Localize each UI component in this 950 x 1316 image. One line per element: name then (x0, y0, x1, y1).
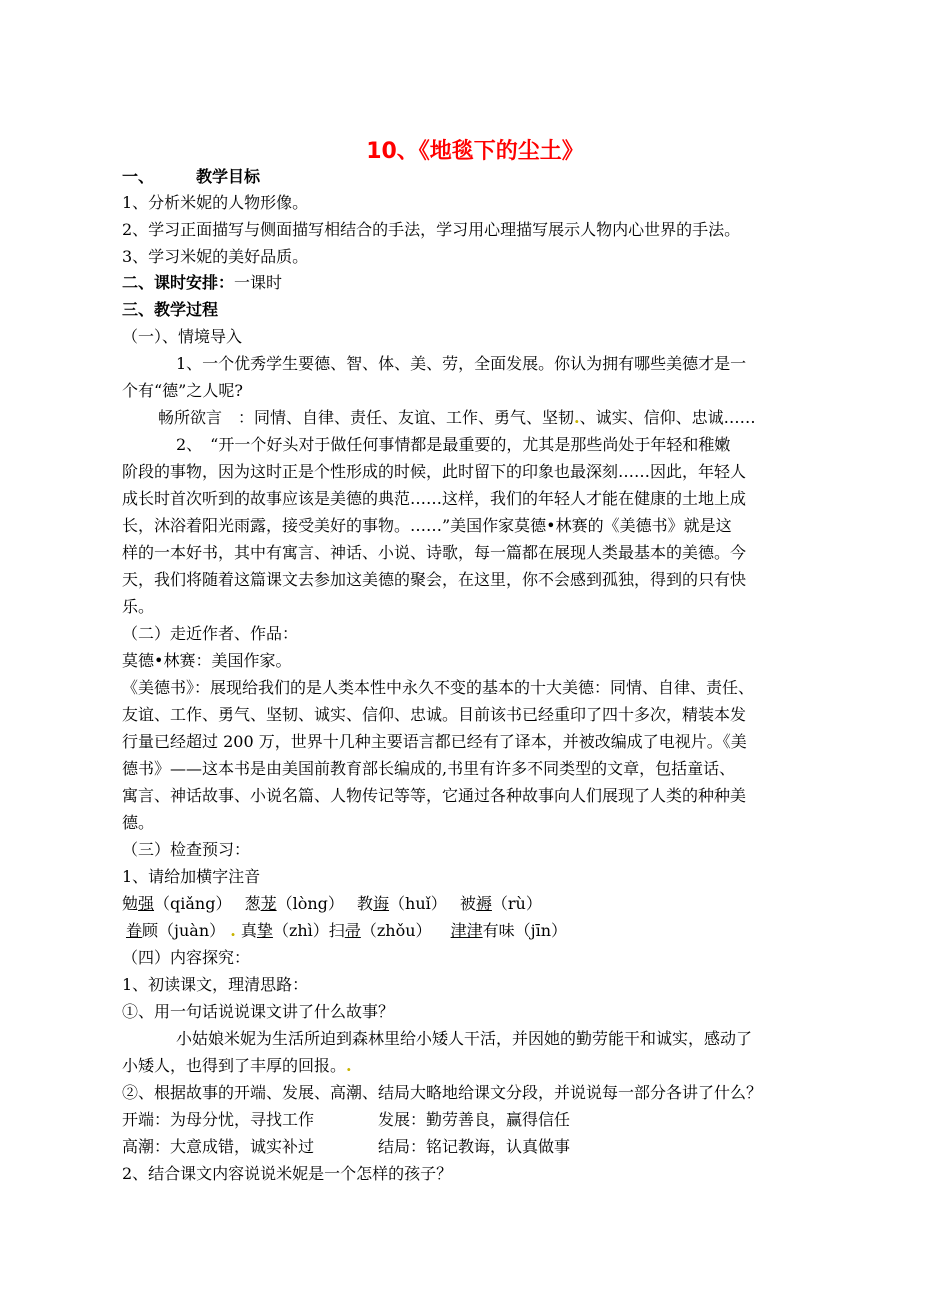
segment-text: 开端：为母分忧，寻找工作 (122, 1110, 315, 1129)
word: 勉 (122, 894, 139, 913)
paragraph-line: 阶段的事物，因为这时正是个性形成的时候，此时留下的印象也最深刻……因此，年轻人 (122, 462, 747, 481)
section-title: 二、课时安排： (122, 273, 235, 292)
paragraph-line: 行量已经超过 200 万，世界十几种主要语言都已经有了译本，并被改编成了电视片。《美 (122, 732, 747, 751)
objective-item: 3、学习米妮的美好品质。 (122, 247, 309, 266)
segment-text: 发展：勤劳善良，赢得信任 (378, 1110, 571, 1129)
paragraph-line: 成长时首次听到的故事应该是美德的典范……这样，我们的年轻人才能在健康的土地上成 (122, 489, 747, 508)
pinyin: 有味（jīn） (482, 921, 568, 940)
underlined-char: 强 (138, 894, 155, 913)
answer-line: 小姑娘米妮为生活所迫到森林里给小矮人干活，并因她的勤劳能干和诚实，感动了 (176, 1029, 753, 1048)
paragraph-line: 寓言、神话故事、小说名篇、人物传记等等，它通过各种故事向人们展现了人类的种种美 (122, 786, 747, 805)
paragraph-line: 天，我们将随着这篇课文去参加这美德的聚会，在这里，你不会感到孤独，得到的只有快 (122, 570, 747, 589)
pinyin-row (126, 920, 846, 942)
underlined-char: 津津 (450, 921, 483, 940)
objective-item: 1、分析米妮的人物形像。 (122, 193, 309, 212)
question-line: ①、用一句话说说课文讲了什么故事？ (122, 1002, 395, 1021)
underlined-char: 诲 (373, 894, 390, 913)
part-2-heading: （二）走近作者、作品： (122, 624, 299, 643)
answer-text: 、诚实、信仰、忠诚…… (579, 408, 756, 427)
answer-line (158, 407, 878, 429)
section-1-heading (122, 166, 842, 188)
dot-mark: . (230, 921, 236, 940)
segment-text: 高潮：大意成错，诚实补过 (122, 1137, 315, 1156)
section-2-heading (122, 272, 842, 294)
step-line: 1、初读课文，理清思路： (122, 975, 309, 994)
underlined-char: 眷 (126, 921, 143, 940)
paragraph-line: 《美德书》：展现给我们的是人类本性中永久不变的基本的十大美德：同情、自律、责任、 (122, 678, 755, 697)
underlined-char: 褥 (475, 894, 492, 913)
task-line: 1、请给加横字注音 (122, 867, 261, 886)
pinyin-row (122, 893, 842, 915)
word: 被 (459, 894, 476, 913)
segment-row (122, 1136, 842, 1158)
objective-item: 2、学习正面描写与侧面描写相结合的手法，学习用心理描写展示人物内心世界的手法。 (122, 220, 741, 239)
pinyin: （lòng） (276, 894, 352, 913)
underlined-char: 帚 (344, 921, 361, 940)
paragraph-line: 1、一个优秀学生要德、智、体、美、劳，全面发展。你认为拥有哪些美德才是一 (176, 354, 747, 373)
paragraph-line: 德书》——这本书是由美国前教育部长编成的,书里有许多不同类型的文章，包括童话、 (122, 759, 736, 778)
paragraph-line: 2、 “开一个好头对于做任何事情都是最重要的，尤其是那些尚处于年轻和稚嫩 (176, 435, 731, 454)
dot-mark: . (346, 1056, 352, 1075)
pinyin: 顾（juàn） (142, 921, 226, 940)
section-value: 一课时 (234, 273, 283, 292)
section-title: 教学目标 (196, 167, 261, 186)
paragraph-line: 德。 (122, 813, 155, 832)
paragraph-line: 个有“德”之人呢? (122, 381, 243, 400)
paragraph-line: 样的一本好书，其中有寓言、神话、小说、诗歌，每一篇都在展现人类最基本的美德。今 (122, 543, 747, 562)
segment-text: 结局：铭记教诲，认真做事 (378, 1137, 571, 1156)
segment-row (122, 1109, 842, 1131)
answer-line (122, 1055, 842, 1077)
pinyin: （zhǒu） (360, 921, 432, 940)
answer-text: 畅所欲言 ：同情、自律、责任、友谊、工作、勇气、坚韧 (158, 408, 575, 427)
underlined-char: 挚 (256, 921, 273, 940)
question-line: ②、根据故事的开端、发展、高潮、结局大略地给课文分段，并说说每一部分各讲了什么？ (122, 1083, 763, 1102)
dot-mark: . (574, 408, 580, 427)
section-3-heading: 三、教学过程 (122, 300, 219, 319)
author-line: 莫德•林赛：美国作家。 (122, 651, 292, 670)
part-3-heading: （三）检查预习： (122, 840, 251, 859)
pinyin: （qiǎng） (154, 894, 240, 913)
paragraph-line: 乐。 (122, 597, 155, 616)
word: 葱 (244, 894, 261, 913)
pinyin: （rù） (491, 894, 542, 913)
part-4-heading: （四）内容探究： (122, 948, 251, 967)
pinyin: （huǐ） (389, 894, 455, 913)
paragraph-line: 长，沐浴着阳光雨露，接受美好的事物。……”美国作家莫德•林赛的《美德书》就是这 (122, 516, 732, 535)
word: 教 (357, 894, 374, 913)
section-number: 一、 (122, 167, 155, 186)
word: 扫 (328, 921, 345, 940)
answer-text: 小矮人，也得到了丰厚的回报。 (122, 1056, 347, 1075)
underlined-char: 茏 (260, 894, 277, 913)
document-title: 10、《地毯下的尘土》 (366, 139, 584, 164)
part-1-heading: （一）、情境导入 (122, 327, 243, 346)
paragraph-line: 友谊、工作、勇气、坚韧、诚实、信仰、忠诚。目前该书已经重印了四十多次，精装本发 (122, 705, 747, 724)
pinyin: （zhì） (272, 921, 329, 940)
word: 真 (240, 921, 257, 940)
step-line: 2、结合课文内容说说米妮是一个怎样的孩子？ (122, 1164, 453, 1183)
